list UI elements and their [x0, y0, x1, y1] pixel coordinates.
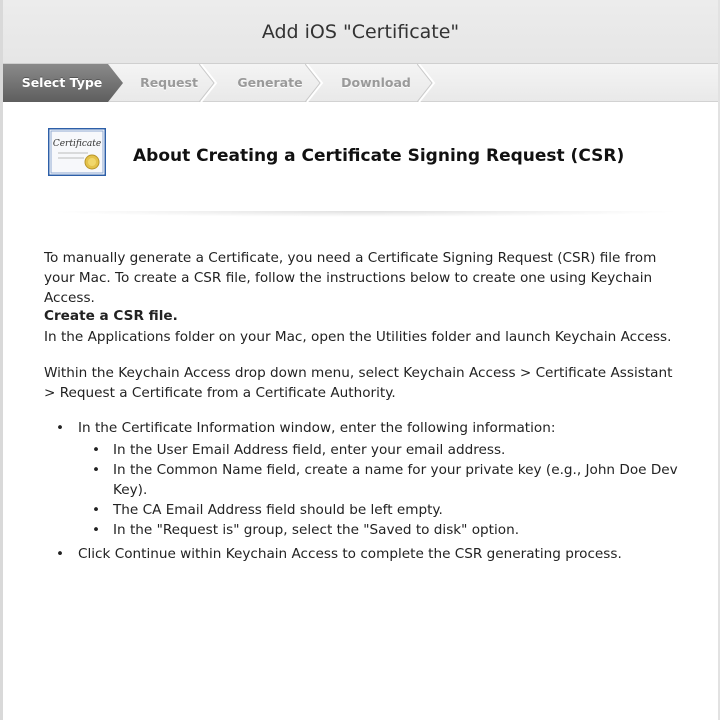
list-item: • The CA Email Address field should be left empty. [78, 500, 684, 520]
list-item: • In the User Email Address field, enter your email address. [78, 440, 684, 460]
step-indicator [3, 64, 718, 102]
create-csr-title: Create a CSR file. [44, 308, 178, 324]
section-divider [44, 211, 684, 217]
sub-instruction-list [78, 440, 684, 540]
list-item: • In the Common Name field, create a name for your private key (e.g., John Doe Dev Key). [78, 460, 684, 500]
keychain-menu-paragraph: Within the Keychain Access drop down menu, select Keychain Access > Certificate Assistant > Request a Certificate from a Certificate Authority. [44, 365, 673, 401]
step-separator-icon [417, 64, 437, 102]
list-item [44, 418, 684, 540]
create-csr-text: In the Applications folder on your Mac, open the Utilities folder and launch Keychain Access. [44, 329, 672, 345]
certificate-information-text: In the Certificate Information window, enter the following information: [78, 420, 556, 436]
intro-paragraph: To manually generate a Certificate, you need a Certificate Signing Request (CSR) file from your Mac. To create a CSR file, follow the instructions below to create one using Keychain Access. [44, 250, 657, 306]
instruction-list [44, 418, 684, 564]
certificate-icon [48, 128, 106, 176]
list-item: • Click Continue within Keychain Access to complete the CSR generating process. [44, 544, 684, 564]
list-item: • In the "Request is" group, select the "Saved to disk" option. [78, 520, 684, 540]
step-select-type: Select Type [21, 75, 103, 90]
certificate-icon-text: Certificate [52, 139, 102, 149]
step-generate: Generate [237, 75, 303, 90]
step-download: Download [341, 75, 411, 90]
step-request: Request [140, 75, 198, 90]
window-title: Add iOS "Certificate" [3, 0, 718, 64]
page-heading: About Creating a Certificate Signing Request (CSR) [133, 146, 625, 166]
